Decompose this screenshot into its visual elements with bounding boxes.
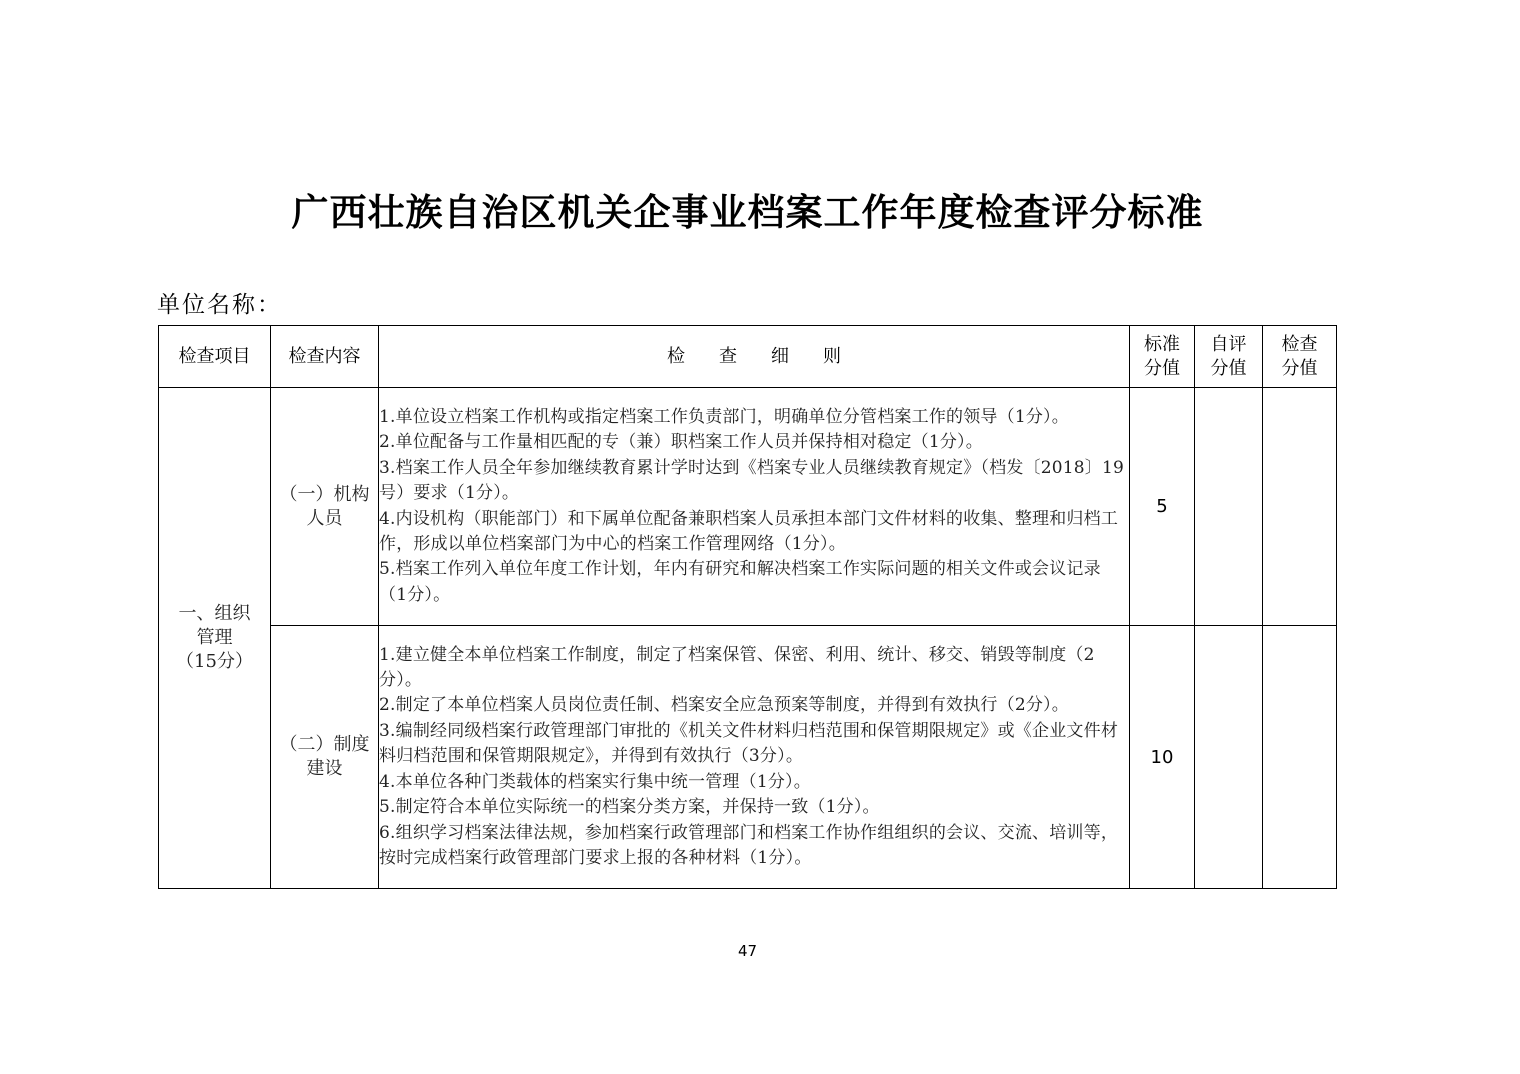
rules-cell <box>379 626 1130 889</box>
unit-name-label: 单位名称： <box>157 292 282 318</box>
standard-score-cell: 5 <box>1130 388 1195 626</box>
header-standard-score <box>1130 326 1195 388</box>
self-score-cell[interactable] <box>1195 626 1263 889</box>
content-cell <box>271 626 379 889</box>
category-line2: 管理 <box>196 627 233 648</box>
header-check-line1: 检查 <box>1281 333 1318 355</box>
rule-item: 3.档案工作人员全年参加继续教育累计学时达到《档案专业人员继续教育规定》（档发〔2018〕19号）要求（1分）。 <box>379 457 1125 504</box>
table-header-row <box>159 326 1337 388</box>
header-standard-line2: 分值 <box>1144 357 1180 379</box>
header-self-score <box>1195 326 1263 388</box>
check-score-cell[interactable] <box>1263 388 1337 626</box>
rule-item: 6.组织学习档案法律法规，参加档案行政管理部门和档案工作协作组组织的会议、交流、培训等，按时完成档案行政管理部门要求上报的各种材料（1分）。 <box>379 822 1119 868</box>
rule-item: 2.单位配备与工作量相匹配的专（兼）职档案工作人员并保持相对稳定（1分）。 <box>379 432 983 453</box>
header-check-item: 检查项目 <box>159 326 271 388</box>
header-check-detail: 检查细则 <box>379 326 1130 388</box>
rule-item: 5.制定符合本单位实际统一的档案分类方案，并保持一致（1分）。 <box>379 797 880 818</box>
standard-score-cell: 10 <box>1130 626 1195 889</box>
rule-item: 1.单位设立档案工作机构或指定档案工作负责部门，明确单位分管档案工作的领导（1分）。 <box>379 406 1069 427</box>
rule-item: 4.内设机构（职能部门）和下属单位配备兼职档案人员承担本部门文件材料的收集、整理和归档工作，形成以单位档案部门为中心的档案工作管理网络（1分）。 <box>379 508 1119 554</box>
header-self-line1: 自评 <box>1210 333 1247 355</box>
check-score-cell[interactable] <box>1263 626 1337 889</box>
rule-item: 2.制定了本单位档案人员岗位责任制、档案安全应急预案等制度，并得到有效执行（2分）。 <box>379 695 1069 716</box>
scoring-table <box>158 325 1337 889</box>
document-title: 广西壮族自治区机关企事业档案工作年度检查评分标准 <box>291 190 1204 234</box>
rule-item: 5.档案工作列入单位年度工作计划，年内有研究和解决档案工作实际问题的相关文件或会议记录（1分）。 <box>379 559 1101 605</box>
rule-item: 3.编制经同级档案行政管理部门审批的《机关文件材料归档范围和保管期限规定》或《企业文件材料归档范围和保管期限规定》，并得到有效执行（3分）。 <box>379 720 1119 767</box>
header-check-line2: 分值 <box>1281 357 1318 379</box>
rules-cell <box>379 388 1130 626</box>
header-standard-line1: 标准 <box>1144 333 1180 355</box>
header-self-line2: 分值 <box>1210 357 1247 379</box>
self-score-cell[interactable] <box>1195 388 1263 626</box>
rule-item: 4.本单位各种门类载体的档案实行集中统一管理（1分）。 <box>379 771 811 792</box>
category-cell <box>159 388 271 889</box>
category-line3: （15分） <box>176 651 253 672</box>
header-check-score <box>1263 326 1337 388</box>
content-line1: （一）机构 <box>279 483 370 505</box>
table-row <box>159 626 1337 889</box>
table-row <box>159 388 1337 626</box>
content-line2: 人员 <box>306 507 343 529</box>
content-cell <box>271 388 379 626</box>
header-check-content: 检查内容 <box>271 326 379 388</box>
page-number: 47 <box>737 942 758 960</box>
rule-item: 1.建立健全本单位档案工作制度，制定了档案保管、保密、利用、统计、移交、销毁等制度（2分）。 <box>379 644 1095 691</box>
content-line1: （二）制度 <box>279 734 370 755</box>
category-line1: 一、组织 <box>178 603 251 624</box>
content-line2: 建设 <box>306 758 343 779</box>
